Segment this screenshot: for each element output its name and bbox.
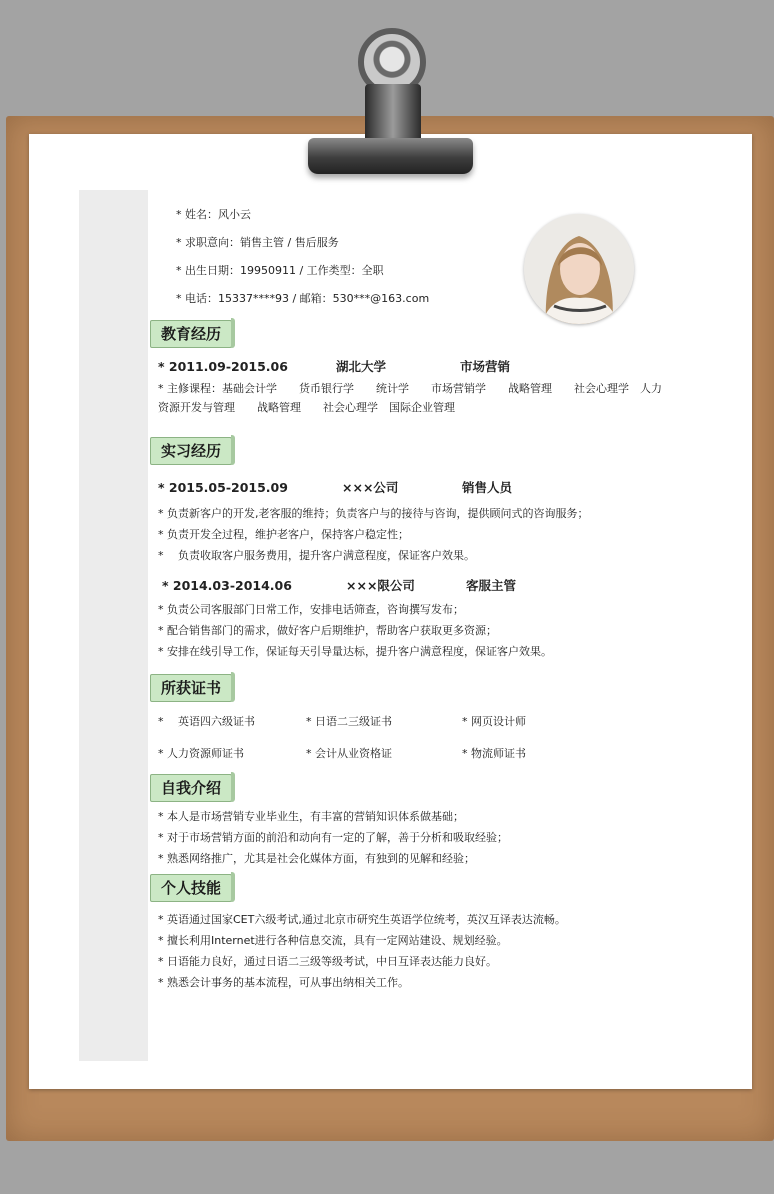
cert-item: * 网页设计师: [462, 715, 526, 728]
cert-item: * 日语二三级证书: [306, 715, 392, 728]
heading-education: 教育经历: [150, 320, 232, 348]
clip-base: [308, 138, 473, 174]
edu-courses-1: * 主修课程：基础会计学 货币银行学 统计学 市场营销学 战略管理 社会心理学 人力: [158, 382, 662, 395]
cert-item: * 英语四六级证书: [158, 715, 255, 728]
heading-certificates: 所获证书: [150, 674, 232, 702]
profile-intent: * 求职意向：销售主管 / 售后服务: [176, 236, 339, 249]
job2-role: 客服主管: [466, 578, 517, 593]
intro-item: * 对于市场营销方面的前沿和动向有一定的了解，善于分析和吸取经验；: [158, 831, 508, 844]
cert-item: * 物流师证书: [462, 747, 526, 760]
profile-name: * 姓名：风小云: [176, 208, 251, 221]
job1-role: 销售人员: [462, 480, 513, 495]
profile-contact: * 电话：15337****93 / 邮箱：530***@163.com: [176, 292, 430, 305]
intro-item: * 本人是市场营销专业毕业生，有丰富的营销知识体系做基础；: [158, 810, 464, 823]
avatar: [524, 214, 634, 324]
edu-school: 湖北大学: [336, 359, 387, 374]
edu-major: 市场营销: [460, 359, 511, 374]
edu-courses-2: 资源开发与管理 战略管理 社会心理学 国际企业管理: [158, 401, 455, 414]
job2-duty-2: * 配合销售部门的需求，做好客户后期维护，帮助客户获取更多资源；: [158, 624, 497, 637]
sidebar-strip: [79, 190, 148, 1061]
edu-period: * 2011.09-2015.06: [158, 359, 288, 374]
skill-item: * 擅长利用Internet进行各种信息交流，具有一定网站建设、规划经验。: [158, 934, 508, 947]
job1-duty-3: * 负责收取客户服务费用，提升客户满意程度，保证客户效果。: [158, 549, 475, 562]
cert-item: * 会计从业资格证: [306, 747, 392, 760]
job2-duty-1: * 负责公司客服部门日常工作，安排电话筛查，咨询撰写发布；: [158, 603, 464, 616]
skill-item: * 熟悉会计事务的基本流程，可从事出纳相关工作。: [158, 976, 409, 989]
heading-skills: 个人技能: [150, 874, 232, 902]
job1-company: ×××公司: [342, 480, 399, 495]
job1-duty-2: * 负责开发全过程，维护老客户，保持客户稳定性；: [158, 528, 409, 541]
job1-period: * 2015.05-2015.09: [158, 480, 288, 495]
profile-birth: * 出生日期：19950911 / 工作类型：全职: [176, 264, 384, 277]
heading-self-intro: 自我介绍: [150, 774, 232, 802]
skill-item: * 英语通过国家CET六级考试,通过北京市研究生英语学位统考，英汉互译表达流畅。: [158, 913, 566, 926]
job2-period: * 2014.03-2014.06: [162, 578, 292, 593]
skill-item: * 日语能力良好，通过日语二三级等级考试，中日互译表达能力良好。: [158, 955, 497, 968]
job2-company: ×××限公司: [346, 578, 415, 593]
heading-internship: 实习经历: [150, 437, 232, 465]
intro-item: * 熟悉网络推广，尤其是社会化媒体方面，有独到的见解和经验；: [158, 852, 475, 865]
avatar-portrait-icon: [524, 214, 634, 324]
cert-item: * 人力资源师证书: [158, 747, 244, 760]
job1-duty-1: * 负责新客户的开发,老客服的维持；负责客户与的接待与咨询，提供顾问式的咨询服务；: [158, 507, 589, 520]
job2-duty-3: * 安排在线引导工作，保证每天引导量达标，提升客户满意程度，保证客户效果。: [158, 645, 552, 658]
